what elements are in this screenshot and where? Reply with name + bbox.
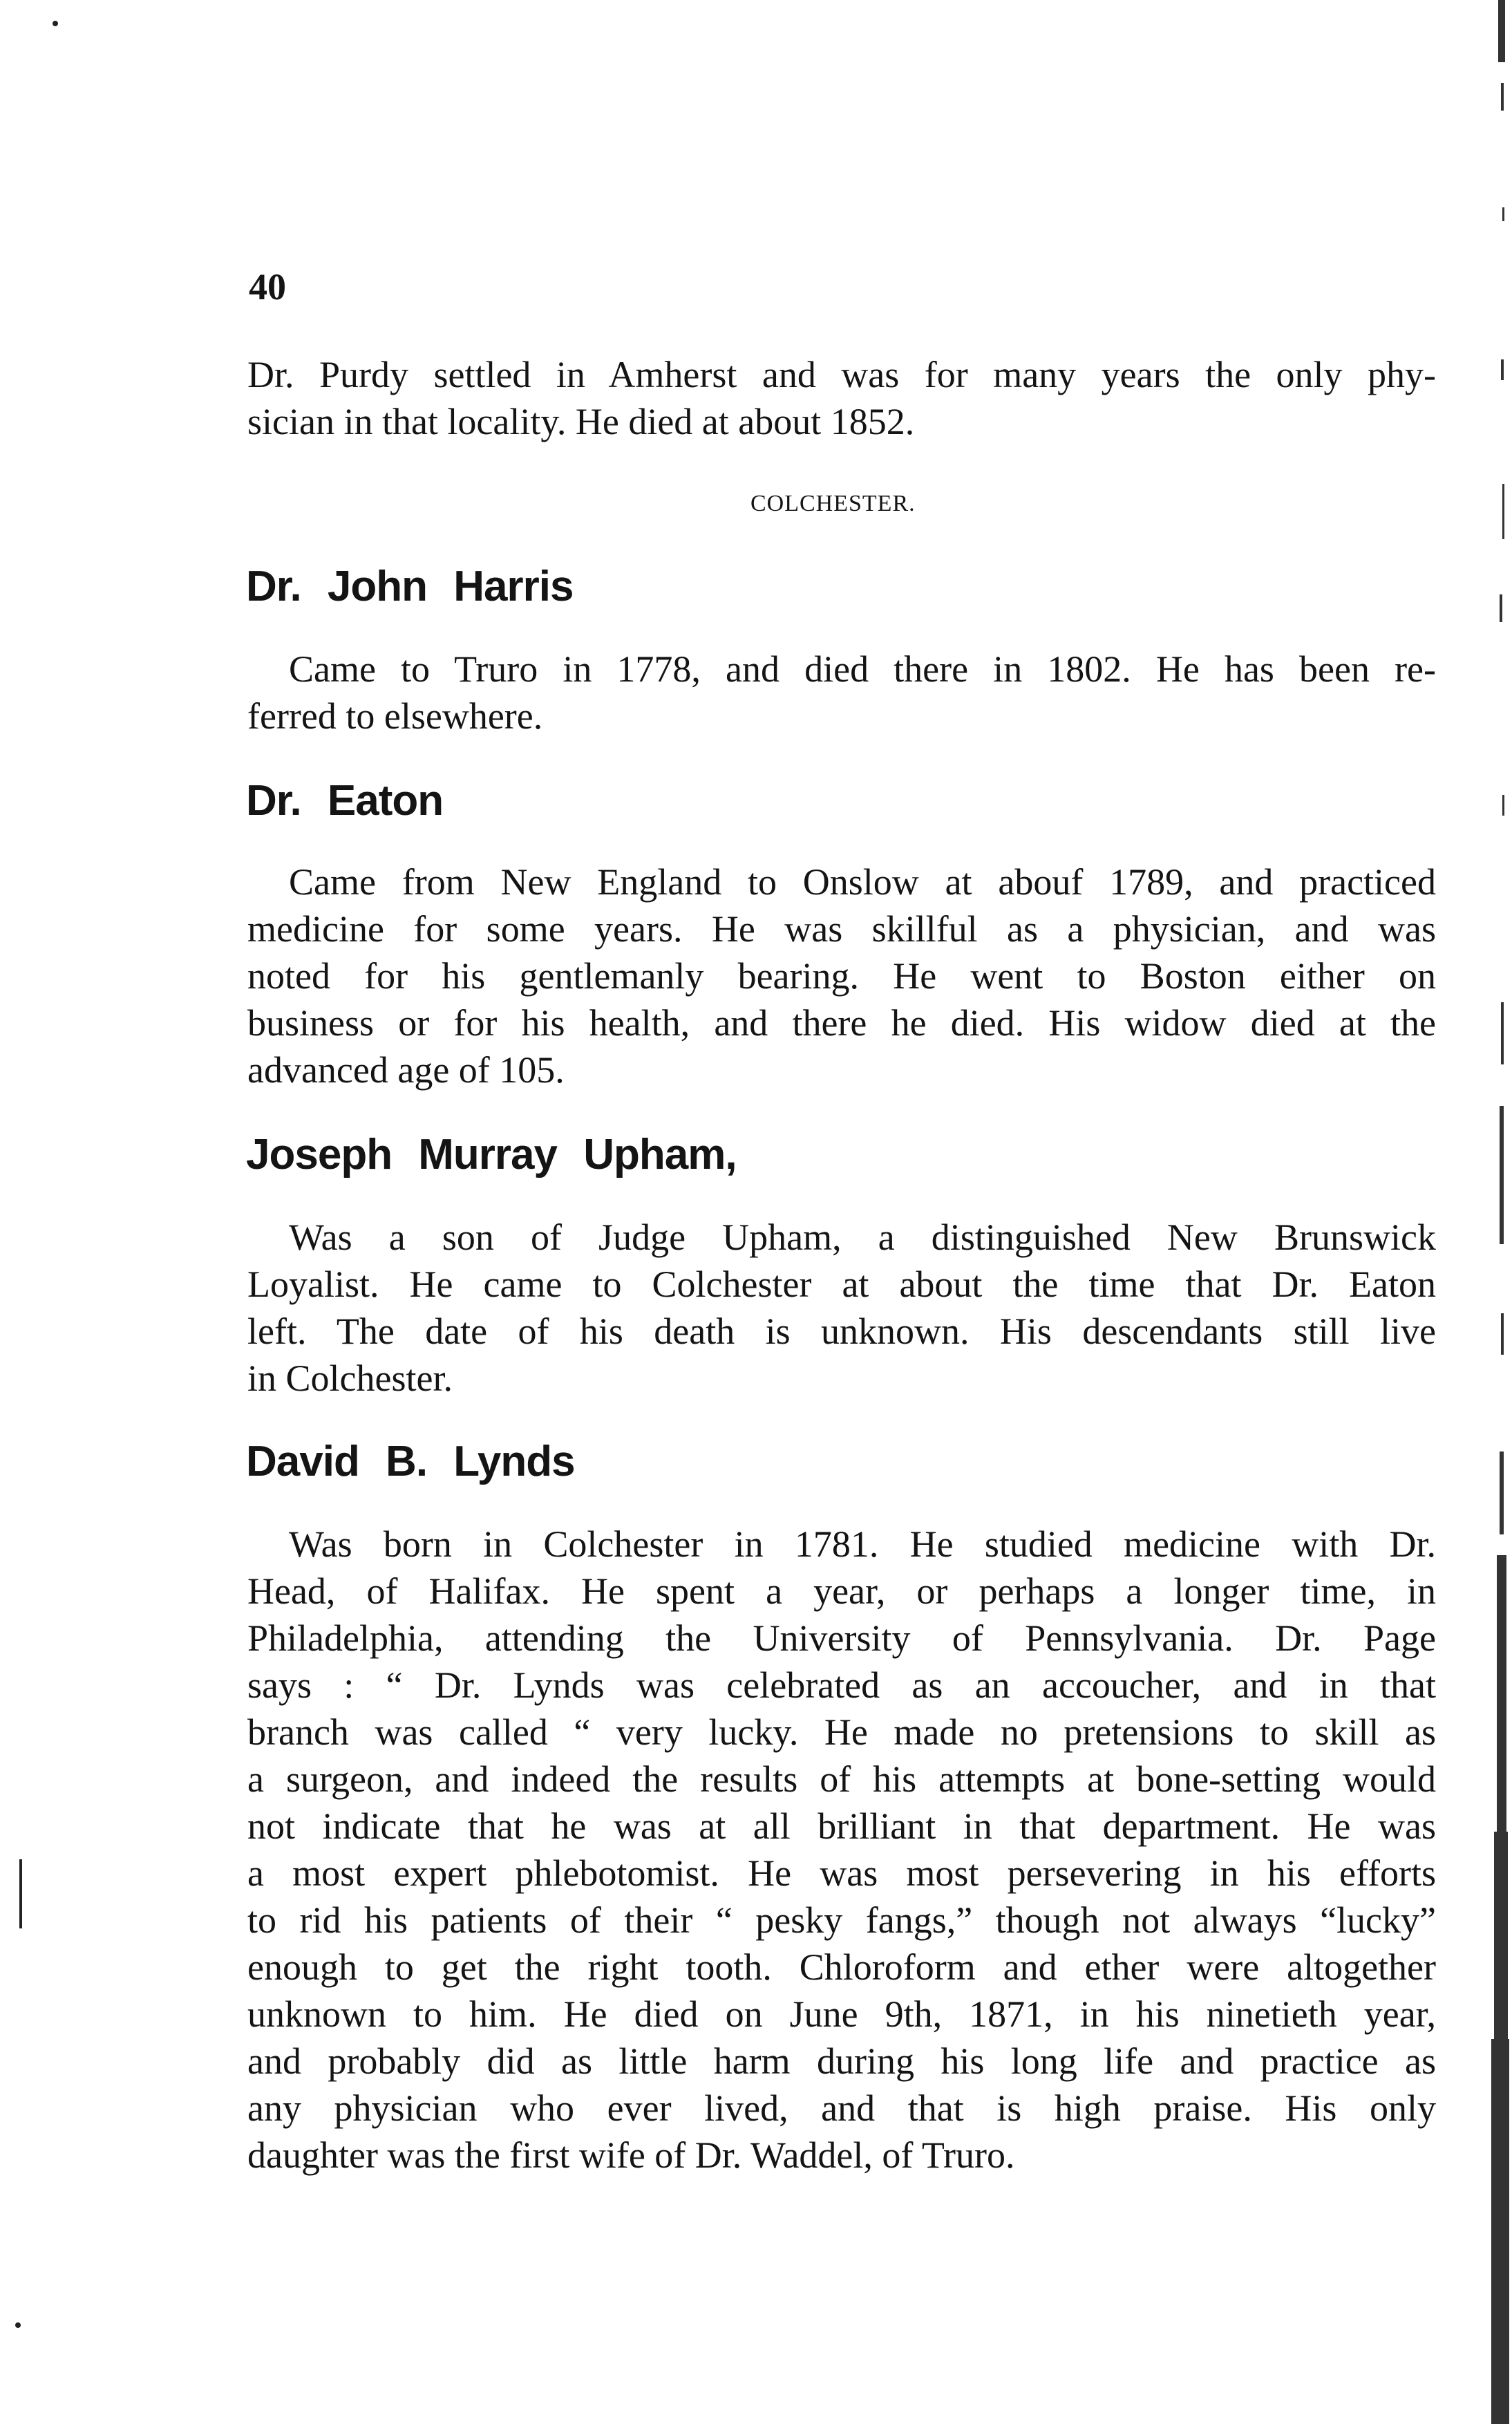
entry-line: advanced age of 105. [247, 1049, 565, 1091]
entry-line: Was a son of Judge Upham, a distinguished New Brunswick [289, 1216, 1436, 1258]
entry-line: Came to Truro in 1778, and died there in 1802. He has been re- [289, 648, 1436, 690]
entry-line: Was born in Colchester in 1781. He studied medicine with Dr. [289, 1523, 1436, 1565]
entry-line: in Colchester. [247, 1357, 453, 1399]
entry-line: Loyalist. He came to Colchester at about the time that Dr. Eaton [247, 1263, 1436, 1305]
entry-line: not indicate that he was at all brilliant in that department. He was [247, 1805, 1436, 1847]
section-label: COLCHESTER. [750, 491, 916, 516]
entry-line: left. The date of his death is unknown. His descendants still live [247, 1310, 1436, 1352]
entry-line: daughter was the first wife of Dr. Waddel, of Truro. [247, 2134, 1015, 2176]
entry-line: Philadelphia, attending the University of Pennsylvania. Dr. Page [247, 1617, 1436, 1659]
entry-line: and probably did as little harm during his long life and practice as [247, 2040, 1436, 2082]
entry-line: business or for his health, and there he died. His widow died at the [247, 1002, 1436, 1044]
entry-paragraph [247, 1521, 1436, 2179]
entry-line: unknown to him. He died on June 9th, 1871, in his ninetieth year, [247, 1993, 1436, 2035]
entry-line: medicine for some years. He was skillful as a physician, and was [247, 908, 1436, 950]
scan-speck [15, 2322, 21, 2328]
scan-edge-noise [1484, 0, 1512, 2424]
scan-speck [53, 21, 58, 26]
entry-line: noted for his gentlemanly bearing. He went to Boston either on [247, 955, 1436, 997]
entry-line: a surgeon, and indeed the results of his attempts at bone-setting would [247, 1758, 1436, 1800]
scan-line-mark [19, 1859, 22, 1928]
intro-line: Dr. Purdy settled in Amherst and was for many years the only phy- [247, 354, 1436, 395]
entry-heading: David B. Lynds [246, 1438, 575, 1485]
entry-line: enough to get the right tooth. Chloroform and ether were altogether [247, 1946, 1436, 1988]
entry-paragraph [247, 646, 1436, 740]
entry-line: ferred to elsewhere. [247, 695, 543, 737]
entry-line: Came from New England to Onslow at abouf 1789, and practiced [289, 861, 1436, 903]
entry-line: branch was called “ very lucky. He made no pretensions to skill as [247, 1711, 1436, 1753]
entry-heading: Dr. John Harris [246, 563, 574, 610]
entry-heading: Dr. Eaton [246, 777, 444, 825]
entry-line: any physician who ever lived, and that is high praise. His only [247, 2087, 1436, 2129]
page-number: 40 [249, 266, 286, 308]
entry-line: Head, of Halifax. He spent a year, or perhaps a longer time, in [247, 1570, 1436, 1612]
entry-line: says : “ Dr. Lynds was celebrated as an accoucher, and in that [247, 1664, 1436, 1706]
intro-paragraph [247, 351, 1436, 445]
entry-line: a most expert phlebotomist. He was most persevering in his efforts [247, 1852, 1436, 1894]
entry-line: to rid his patients of their “ pesky fangs,” though not always “lucky” [247, 1899, 1436, 1941]
intro-line: sician in that locality. He died at about 1852. [247, 401, 915, 442]
entry-heading: Joseph Murray Upham, [246, 1131, 737, 1178]
entry-paragraph [247, 1214, 1436, 1402]
entry-paragraph [247, 858, 1436, 1093]
